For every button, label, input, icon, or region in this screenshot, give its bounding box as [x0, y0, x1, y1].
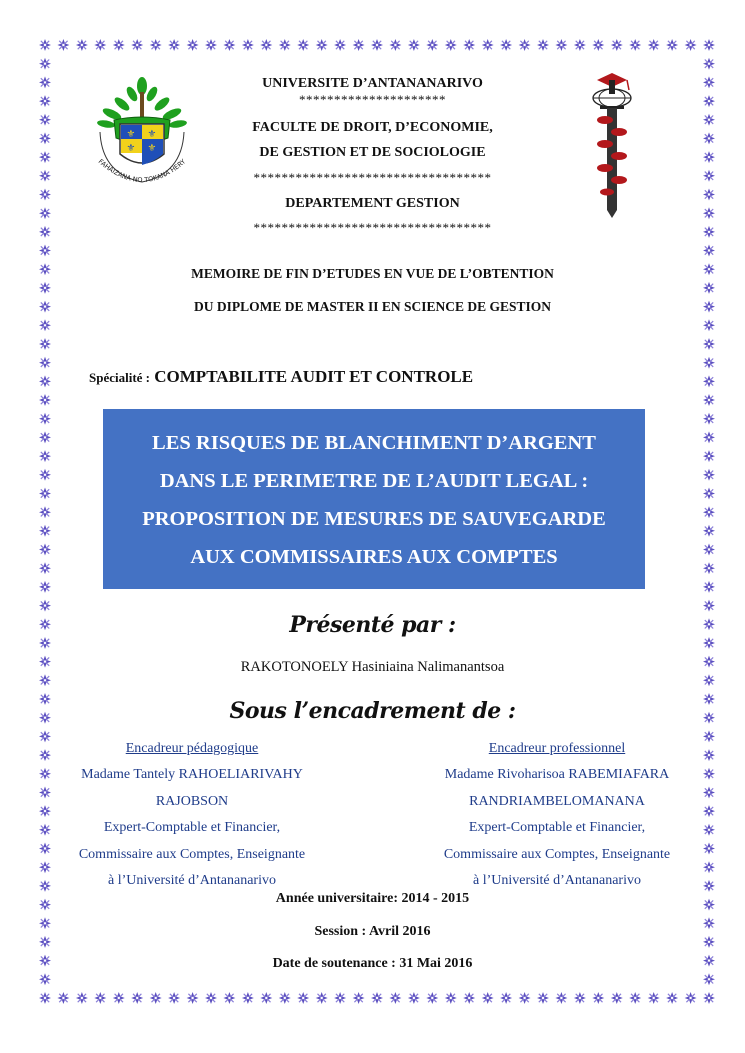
professional-supervisor-name: Madame Rivoharisoa RABEMIAFARA [444, 767, 670, 783]
border-ornament [685, 992, 697, 1004]
border-ornament [703, 768, 715, 780]
svg-text:⚜: ⚜ [147, 143, 157, 154]
border-ornament [39, 562, 51, 574]
border-ornament [703, 805, 715, 817]
border-ornament [703, 319, 715, 331]
border-ornament [703, 824, 715, 836]
border-ornament [353, 39, 365, 51]
border-ornament [703, 469, 715, 481]
speciality-label: Spécialité : [89, 370, 151, 385]
border-ornament [703, 450, 715, 462]
border-ornament [131, 39, 143, 51]
border-ornament [39, 787, 51, 799]
border-ornament [260, 992, 272, 1004]
thesis-title-line: LES RISQUES DE BLANCHIMENT D’ARGENT [152, 432, 596, 454]
border-ornament [39, 805, 51, 817]
academic-supervisor [62, 736, 322, 889]
border-ornament [76, 39, 88, 51]
border-ornament [39, 39, 51, 51]
border-ornament [445, 992, 457, 1004]
border-ornament [537, 39, 549, 51]
border-ornament [39, 431, 51, 443]
border-ornament [113, 992, 125, 1004]
border-ornament [94, 39, 106, 51]
border-ornament [353, 992, 365, 1004]
border-ornament [187, 39, 199, 51]
border-ornament [39, 730, 51, 742]
border-ornament [39, 843, 51, 855]
border-ornament [703, 39, 715, 51]
academic-year: Année universitaire: 2014 - 2015 [275, 891, 470, 906]
border-ornament [555, 39, 567, 51]
border-ornament [223, 39, 235, 51]
border-ornament [39, 488, 51, 500]
border-ornament [703, 749, 715, 761]
border-ornament [389, 992, 401, 1004]
border-ornament [242, 39, 254, 51]
speciality-value: COMPTABILITE AUDIT ET CONTROLE [154, 367, 474, 386]
academic-supervisor-role: Encadreur pédagogique [125, 741, 259, 756]
thesis-title-line: AUX COMMISSAIRES AUX COMPTES [190, 546, 558, 568]
border-ornament [555, 992, 567, 1004]
border-ornament [703, 375, 715, 387]
border-ornament [57, 992, 69, 1004]
border-ornament [500, 39, 512, 51]
speciality [89, 367, 473, 387]
defense-date: Date de soutenance : 31 Mai 2016 [272, 956, 473, 971]
border-ornament [168, 992, 180, 1004]
border-ornament [334, 39, 346, 51]
border-ornament [519, 992, 531, 1004]
thesis-title-line: DANS LE PERIMETRE DE L’AUDIT LEGAL : [159, 470, 589, 492]
border-ornament [500, 992, 512, 1004]
professional-supervisor [427, 736, 687, 889]
thesis-title-box [103, 409, 645, 589]
border-ornament [187, 992, 199, 1004]
border-ornament [463, 39, 475, 51]
border-ornament [703, 730, 715, 742]
memoire-line1: MEMOIRE DE FIN D’ETUDES EN VUE DE L’OBTENTION [191, 266, 554, 281]
faculty-name-line1: FACULTE DE DROIT, D’ECONOMIE, [252, 120, 493, 135]
border-ornament [703, 562, 715, 574]
border-ornament [39, 600, 51, 612]
svg-text:⚜: ⚜ [126, 143, 136, 154]
session: Session : Avril 2016 [314, 924, 431, 939]
border-ornament [703, 488, 715, 500]
border-ornament [223, 992, 235, 1004]
border-ornament [703, 674, 715, 686]
border-ornament [592, 39, 604, 51]
border-ornament [463, 992, 475, 1004]
border-ornament [242, 992, 254, 1004]
border-ornament [666, 39, 678, 51]
border-ornament [703, 245, 715, 257]
border-ornament [371, 992, 383, 1004]
border-ornament [703, 544, 715, 556]
border-ornament [703, 506, 715, 518]
border-ornament [703, 637, 715, 649]
memoire-line2: DU DIPLOME DE MASTER II EN SCIENCE DE GESTION [193, 299, 552, 314]
border-ornament [39, 525, 51, 537]
border-ornament [39, 506, 51, 518]
academic-supervisor-title: Commissaire aux Comptes, Enseignante [78, 846, 306, 862]
separator-stars: ********************************** [253, 220, 492, 235]
academic-supervisor-name: RAJOBSON [155, 793, 229, 809]
border-ornament [408, 992, 420, 1004]
department-name: DEPARTEMENT GESTION [285, 196, 460, 211]
border-ornament [39, 319, 51, 331]
border-ornament [592, 992, 604, 1004]
border-ornament [39, 637, 51, 649]
border-ornament [297, 39, 309, 51]
border-ornament [703, 58, 715, 70]
border-ornament [39, 245, 51, 257]
border-ornament [611, 39, 623, 51]
thesis-title-line: PROPOSITION DE MESURES DE SAUVEGARDE [142, 508, 606, 530]
professional-supervisor-role: Encadreur professionnel [488, 741, 626, 756]
academic-supervisor-title: à l’Université d’Antananarivo [108, 873, 276, 889]
faculty-name-line2: DE GESTION ET DE SOCIOLOGIE [259, 145, 486, 160]
border-ornament [703, 973, 715, 985]
professional-supervisor-title: Commissaire aux Comptes, Enseignante [443, 846, 671, 862]
border-ornament [629, 39, 641, 51]
border-ornament [482, 39, 494, 51]
border-ornament [39, 749, 51, 761]
border-ornament [39, 544, 51, 556]
border-ornament [76, 992, 88, 1004]
border-ornament [703, 413, 715, 425]
border-ornament [703, 282, 715, 294]
border-ornament [666, 992, 678, 1004]
border-ornament [408, 39, 420, 51]
border-ornament [426, 39, 438, 51]
border-ornament [703, 861, 715, 873]
border-ornament [703, 787, 715, 799]
border-ornament [611, 992, 623, 1004]
border-ornament [279, 39, 291, 51]
border-ornament [39, 58, 51, 70]
border-ornament [316, 992, 328, 1004]
border-ornament [39, 992, 51, 1004]
border-ornament [703, 581, 715, 593]
border-ornament [57, 39, 69, 51]
border-ornament [39, 282, 51, 294]
border-ornament [39, 413, 51, 425]
svg-text:⚜: ⚜ [126, 129, 136, 140]
crest-motto: FAHAIZANA NO TOKANA HERY [96, 157, 188, 185]
border-ornament [39, 394, 51, 406]
border-ornament [297, 992, 309, 1004]
supervision-label: Sous l’encadrement de : [229, 698, 516, 724]
border-ornament [260, 39, 272, 51]
border-ornament [703, 525, 715, 537]
border-ornament [574, 992, 586, 1004]
border-ornament [703, 431, 715, 443]
border-ornament [168, 39, 180, 51]
border-ornament [39, 861, 51, 873]
border-ornament [94, 992, 106, 1004]
border-ornament [334, 992, 346, 1004]
border-ornament [39, 581, 51, 593]
border-ornament [150, 992, 162, 1004]
border-ornament [574, 39, 586, 51]
presented-by-label: Présenté par : [289, 612, 456, 638]
border-ornament [537, 992, 549, 1004]
university-name: UNIVERSITE D’ANTANANARIVO [262, 76, 483, 91]
border-ornament [39, 674, 51, 686]
separator-stars: ********************* [299, 92, 446, 107]
author-name: RAKOTONOELY Hasiniaina Nalimanantsoa [240, 659, 505, 675]
border-ornament [648, 992, 660, 1004]
professional-supervisor-title: Expert-Comptable et Financier, [468, 820, 646, 836]
academic-supervisor-name: Madame Tantely RAHOELIARIVAHY [81, 767, 303, 783]
border-ornament [39, 450, 51, 462]
separator-stars: ********************************** [253, 170, 492, 185]
border-ornament [648, 39, 660, 51]
border-ornament [39, 338, 51, 350]
border-ornament [39, 375, 51, 387]
border-ornament [703, 992, 715, 1004]
border-ornament [629, 992, 641, 1004]
border-ornament [482, 992, 494, 1004]
border-ornament [39, 768, 51, 780]
border-ornament [279, 992, 291, 1004]
border-ornament [371, 39, 383, 51]
border-ornament [131, 992, 143, 1004]
border-ornament [205, 992, 217, 1004]
border-ornament [39, 824, 51, 836]
border-ornament [519, 39, 531, 51]
border-ornament [113, 39, 125, 51]
border-ornament [316, 39, 328, 51]
border-ornament [39, 357, 51, 369]
academic-supervisor-title: Expert-Comptable et Financier, [103, 820, 281, 836]
border-ornament [39, 469, 51, 481]
border-ornament [389, 39, 401, 51]
border-ornament [205, 39, 217, 51]
border-ornament [703, 338, 715, 350]
professional-supervisor-title: à l’Université d’Antananarivo [473, 873, 641, 889]
border-ornament [703, 843, 715, 855]
border-ornament [703, 394, 715, 406]
border-ornament [445, 39, 457, 51]
border-ornament [150, 39, 162, 51]
border-ornament [39, 973, 51, 985]
border-ornament [685, 39, 697, 51]
border-ornament [703, 600, 715, 612]
svg-text:⚜: ⚜ [147, 129, 157, 140]
border-ornament [703, 357, 715, 369]
border-ornament [426, 992, 438, 1004]
professional-supervisor-name: RANDRIAMBELOMANANA [469, 793, 645, 809]
